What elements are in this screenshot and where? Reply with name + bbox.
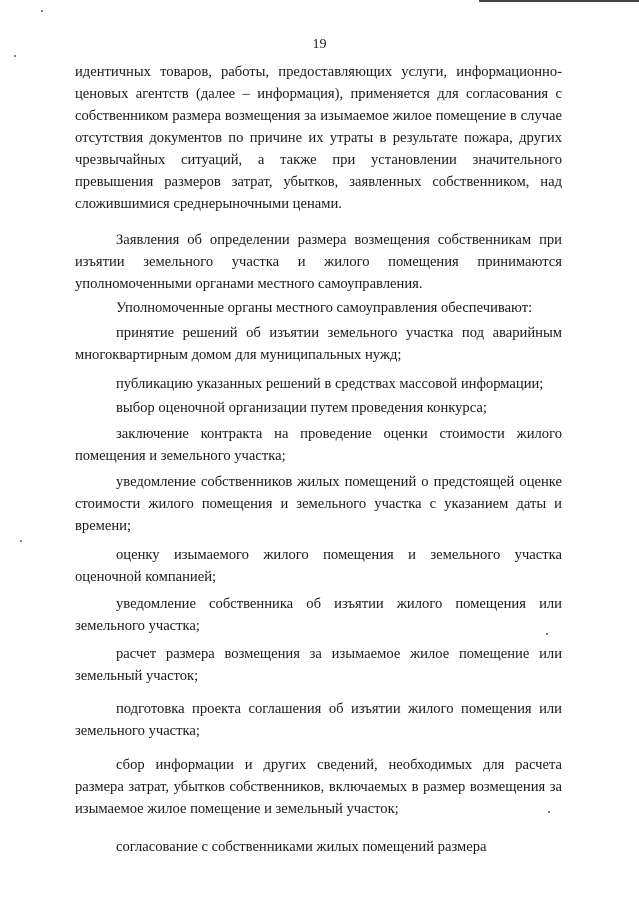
scan-speck [548,811,550,813]
paragraph-2 [75,229,562,295]
list-item-11 [75,836,562,858]
list-item-text: принятие решений об изъятии земельного участка под аварийным многоквартирным домом для муниципальных нужд; [75,325,562,363]
list-item-text: публикацию указанных решений в средствах массовой информации; [116,376,544,392]
top-rule [479,0,639,2]
list-item-text: оценку изымаемого жилого помещения и земельного участка оценочной компанией; [75,547,562,585]
scan-speck [14,55,16,57]
list-item-7 [75,593,562,637]
scan-speck [20,540,22,542]
list-item-5 [75,471,562,537]
list-item-10 [75,754,562,820]
paragraph-text: Уполномоченные органы местного самоуправления обеспечивают: [116,300,533,316]
paragraph-text: идентичных товаров, работы, предоставляющих услуги, информационно-ценовых агентств (далее – информация), применяется для согласования с собственником размера возмещения за изымаемое жилое помещение в случае отсутствия документов по причине их утраты в результате пожара, других чрезвычайных ситуаций, а также при установлении значительного превышения размеров затрат, убытков, заявленных собственником, над сложившимися среднерыночными ценами. [75,64,562,212]
list-item-text: согласование с собственниками жилых помещений размера [116,839,487,855]
paragraph-1 [75,61,562,215]
scan-speck [41,10,43,12]
list-item-text: заключение контракта на проведение оценки стоимости жилого помещения и земельного участка; [75,426,562,464]
list-item-text: уведомление собственников жилых помещений о предстоящей оценке стоимости жилого помещения и земельного участка с указанием даты и времени; [75,474,562,534]
paragraph-3 [75,297,562,319]
list-item-text: расчет размера возмещения за изымаемое жилое помещение или земельный участок; [75,646,562,684]
list-item-8 [75,643,562,687]
list-item-text: уведомление собственника об изъятии жилого помещения или земельного участка; [75,596,562,634]
list-item-2 [75,373,562,395]
list-item-text: сбор информации и других сведений, необходимых для расчета размера затрат, убытков собственников, включаемых в размер возмещения за изымаемое жилое помещение и земельный участок; [75,757,562,817]
list-item-1 [75,322,562,366]
scan-speck [546,633,548,635]
list-item-3 [75,397,562,419]
list-item-6 [75,544,562,588]
list-item-4 [75,423,562,467]
page-number: 19 [312,37,327,52]
list-item-text: подготовка проекта соглашения об изъятии жилого помещения или земельного участка; [75,701,562,739]
list-item-text: выбор оценочной организации путем проведения конкурса; [116,400,487,416]
paragraph-text: Заявления об определении размера возмещения собственникам при изъятии земельного участка и жилого помещения принимаются уполномоченными органами местного самоуправления. [75,232,562,292]
list-item-9 [75,698,562,742]
